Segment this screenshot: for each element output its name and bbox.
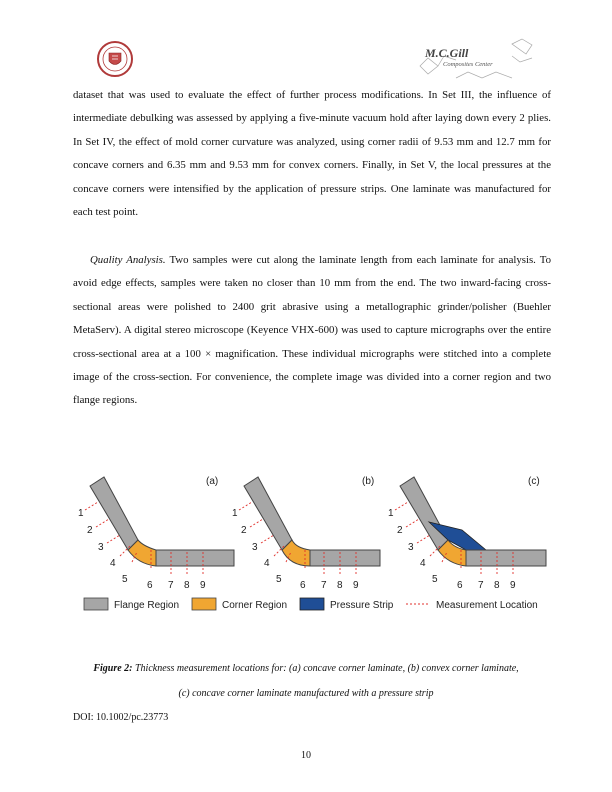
flange-region-a-right: [156, 550, 234, 566]
panel-a: [78, 476, 234, 591]
num-label: 5: [122, 574, 128, 585]
paragraph-text: Two samples were cut along the laminate length from each laminate for analysis. To avoid edge effects, samples were taken no closer than 10 mm from the end. The two inward-facing cross-sectional areas were polished to 2400 grit abrasive using a metallographic grinder/polisher (Buehler MetaServ). A digital stereo microscope (Keyence VHX-600) was used to capture micrographs over the entire cross-sectional area at a 100 × magnification. These individual micrographs were stitched into a complete image of the cross-section. For convenience, the complete image was divided into a corner region and two flange regions.: [73, 254, 551, 407]
legend-swatch-corner: [192, 598, 216, 610]
num-label: 8: [184, 580, 190, 591]
num-label: 5: [276, 574, 282, 585]
num-label: 9: [353, 580, 359, 591]
num-label: 2: [241, 525, 247, 536]
figure-caption-line1: [0, 663, 612, 674]
num-label: 2: [87, 525, 93, 536]
caption-text: Thickness measurement locations for: (a) concave corner laminate, (b) convex corner laminate,: [132, 663, 519, 674]
section-heading: Quality Analysis.: [90, 254, 166, 266]
body-paragraph-2: [73, 249, 551, 413]
university-seal-logo: [96, 40, 134, 78]
flange-region-b-right: [310, 550, 380, 566]
num-label: 3: [98, 542, 104, 553]
num-label: 3: [408, 542, 414, 553]
body-paragraph-1: dataset that was used to evaluate the effect of further process modifications. In Set III, the influence of intermediate debulking was assessed by applying a five-minute vacuum hold after laying down every 2 plies. In Set IV, the effect of mold corner curvature was analyzed, using corner radii of 9.53 mm and 12.7 mm for concave corners and 6.35 mm and 9.53 mm for convex corners. Finally, in Set V, the local pressures at the concave corners were intensified by the application of pressure strips. One laminate was manufactured for each test point.: [73, 89, 551, 219]
legend-swatch-strip: [300, 598, 324, 610]
panel-label-a: (a): [206, 476, 219, 487]
num-label: 4: [110, 558, 116, 569]
num-label: 1: [232, 508, 238, 519]
legend-strip-label: Pressure Strip: [330, 600, 394, 611]
flange-region-c-right: [466, 550, 546, 566]
num-label: 6: [147, 580, 153, 591]
panel-label-b: (b): [362, 476, 375, 487]
num-label: 9: [510, 580, 516, 591]
legend-swatch-flange: [84, 598, 108, 610]
num-label: 7: [168, 580, 174, 591]
panel-c: [388, 476, 546, 591]
num-label: 1: [388, 508, 394, 519]
num-label: 6: [457, 580, 463, 591]
num-label: 4: [264, 558, 270, 569]
num-label: 1: [78, 508, 84, 519]
figure-label: Figure 2:: [93, 663, 133, 674]
panel-b: [232, 476, 380, 591]
figure-caption-line2: (c) concave corner laminate manufactured with a pressure strip: [178, 688, 434, 699]
legend-measure-label: Measurement Location: [436, 600, 538, 611]
num-label: 8: [494, 580, 500, 591]
num-label: 7: [478, 580, 484, 591]
legend-flange-label: Flange Region: [114, 600, 180, 611]
num-label: 3: [252, 542, 258, 553]
logo-subtitle: Composites Center: [443, 61, 493, 68]
page-number: 10: [301, 750, 311, 761]
num-label: 4: [420, 558, 426, 569]
figure-legend: [84, 598, 538, 611]
num-label: 5: [432, 574, 438, 585]
num-label: 6: [300, 580, 306, 591]
num-label: 8: [337, 580, 343, 591]
panel-label-c: (c): [528, 476, 540, 487]
num-label: 7: [321, 580, 327, 591]
figure-2-diagram: [74, 464, 554, 620]
legend-corner-label: Corner Region: [222, 600, 288, 611]
doi: DOI: 10.1002/pc.23773: [73, 712, 169, 723]
logo-title: M.C.Gill: [425, 46, 469, 60]
num-label: 9: [200, 580, 206, 591]
num-label: 2: [397, 525, 403, 536]
